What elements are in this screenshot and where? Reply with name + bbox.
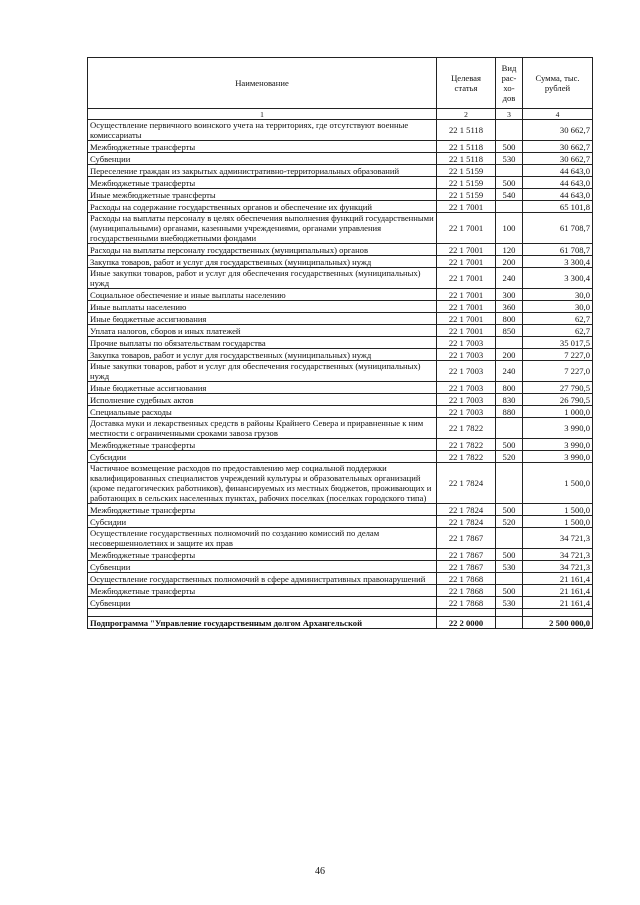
cell-sum: 3 300,4 [523,268,593,289]
cell-vid: 240 [496,361,523,382]
cell-vid: 500 [496,504,523,516]
table-row [88,549,593,561]
cell-sum: 1 500,0 [523,516,593,528]
cell-name: Закупка товаров, работ и услуг для государственных (муниципальных) нужд [88,256,437,268]
header-name: Наименование [88,58,437,109]
cell-name: Субвенции [88,561,437,573]
cell-name: Субвенции [88,153,437,165]
table-row [88,313,593,325]
cell-name: Межбюджетные трансферты [88,439,437,451]
cell-vid [496,573,523,585]
cell-vid: 520 [496,516,523,528]
cell-sum: 2 500 000,0 [523,617,593,629]
cell-sum: 30,0 [523,301,593,313]
cell-vid: 850 [496,325,523,337]
table-row [88,337,593,349]
column-number-row [88,109,593,120]
cell-vid: 520 [496,451,523,463]
cell-name: Осуществление государственных полномочий в сфере административных правонарушений [88,573,437,585]
table-row [88,141,593,153]
cell-code: 22 1 7822 [437,451,496,463]
cell-sum: 61 708,7 [523,213,593,244]
cell-code: 22 1 7824 [437,516,496,528]
column-number: 3 [496,109,523,120]
table-row [88,349,593,361]
cell-vid: 830 [496,394,523,406]
cell-code: 22 1 7867 [437,561,496,573]
cell-sum: 30 662,7 [523,120,593,141]
cell-name: Уплата налогов, сборов и иных платежей [88,325,437,337]
table-row [88,268,593,289]
table-row [88,120,593,141]
cell-vid: 540 [496,189,523,201]
cell-code: 22 1 7867 [437,528,496,549]
cell-code: 22 1 7867 [437,549,496,561]
header-vid: Вид рас- хо- дов [496,58,523,109]
table-row [88,361,593,382]
cell-vid: 200 [496,349,523,361]
cell-name: Доставка муки и лекарственных средств в районы Крайнего Севера и приравненные к ним местности с ограниченными сроками завоза грузов [88,418,437,439]
cell-sum: 62,7 [523,313,593,325]
cell-name: Закупка товаров, работ и услуг для государственных (муниципальных) нужд [88,349,437,361]
cell-code: 22 1 7003 [437,382,496,394]
cell-vid [496,463,523,504]
table-row [88,325,593,337]
cell-code: 22 1 7003 [437,361,496,382]
cell-code: 22 1 7003 [437,349,496,361]
table-row [88,573,593,585]
cell-name: Осуществление первичного воинского учета на территориях, где отсутствуют военные комиссариаты [88,120,437,141]
table-row [88,597,593,609]
cell-sum: 44 643,0 [523,165,593,177]
cell-sum: 34 721,3 [523,528,593,549]
cell-vid [496,528,523,549]
cell-vid: 240 [496,268,523,289]
spacer-cell [496,609,523,617]
cell-sum: 1 500,0 [523,504,593,516]
table-row [88,153,593,165]
table-row [88,561,593,573]
cell-vid: 800 [496,382,523,394]
table-row [88,177,593,189]
cell-name: Иные межбюджетные трансферты [88,189,437,201]
cell-sum: 26 790,5 [523,394,593,406]
table-row [88,463,593,504]
cell-vid: 500 [496,439,523,451]
table-row [88,394,593,406]
cell-code: 22 1 7868 [437,573,496,585]
cell-code: 22 1 7001 [437,268,496,289]
cell-name: Иные закупки товаров, работ и услуг для обеспечения государственных (муниципальных) нужд [88,268,437,289]
table-row [88,382,593,394]
cell-sum: 7 227,0 [523,361,593,382]
cell-name: Переселение граждан из закрытых административно-территориальных образований [88,165,437,177]
cell-name: Межбюджетные трансферты [88,141,437,153]
table-row [88,201,593,213]
cell-code: 22 1 7824 [437,463,496,504]
cell-sum: 30,0 [523,289,593,301]
cell-code: 22 1 7001 [437,313,496,325]
cell-sum: 34 721,3 [523,549,593,561]
cell-code: 22 1 7822 [437,418,496,439]
cell-name: Исполнение судебных актов [88,394,437,406]
cell-sum: 21 161,4 [523,597,593,609]
cell-name: Расходы на содержание государственных органов и обеспечение их функций [88,201,437,213]
cell-code: 22 1 7003 [437,337,496,349]
cell-code: 22 1 7003 [437,394,496,406]
cell-code: 22 1 7001 [437,256,496,268]
subprogram-row [88,617,593,629]
cell-code: 22 1 7001 [437,244,496,256]
cell-sum: 30 662,7 [523,153,593,165]
cell-sum: 21 161,4 [523,585,593,597]
table-row [88,289,593,301]
spacer-cell [523,609,593,617]
page-number: 46 [315,866,325,877]
cell-name: Иные выплаты населению [88,301,437,313]
cell-vid: 500 [496,585,523,597]
cell-name: Межбюджетные трансферты [88,549,437,561]
table-row [88,189,593,201]
cell-sum: 35 017,5 [523,337,593,349]
cell-sum: 30 662,7 [523,141,593,153]
header-sum: Сумма, тыс. рублей [523,58,593,109]
cell-vid: 300 [496,289,523,301]
cell-name: Иные бюджетные ассигнования [88,382,437,394]
table-row [88,406,593,418]
cell-sum: 7 227,0 [523,349,593,361]
cell-vid: 530 [496,561,523,573]
cell-vid [496,201,523,213]
spacer-cell [437,609,496,617]
cell-vid: 530 [496,153,523,165]
table-row [88,516,593,528]
cell-name: Частичное возмещение расходов по предоставлению мер социальной поддержки квалифицированных специалистов учреждений культуры и образовательных организаций (кроме педагогических работников), финансируемых из местных бюджетов, проживающих и работающих в сельских населенных пунктах, рабочих поселках (поселках городского типа) [88,463,437,504]
cell-code: 22 1 7001 [437,289,496,301]
cell-code: 22 1 5118 [437,153,496,165]
cell-sum: 44 643,0 [523,189,593,201]
cell-sum: 1 500,0 [523,463,593,504]
column-number: 1 [88,109,437,120]
cell-code: 22 1 7824 [437,504,496,516]
table-row [88,504,593,516]
cell-code: 22 1 7001 [437,213,496,244]
cell-sum: 34 721,3 [523,561,593,573]
table-row [88,213,593,244]
cell-name: Осуществление государственных полномочий по созданию комиссий по делам несовершеннолетних и защите их прав [88,528,437,549]
cell-vid [496,337,523,349]
cell-vid: 500 [496,141,523,153]
cell-name: Иные закупки товаров, работ и услуг для обеспечения государственных (муниципальных) нужд [88,361,437,382]
cell-name: Субвенции [88,597,437,609]
cell-vid [496,617,523,629]
cell-vid: 500 [496,177,523,189]
budget-table [87,57,593,629]
table-row [88,165,593,177]
table-row [88,451,593,463]
cell-name: Межбюджетные трансферты [88,504,437,516]
cell-vid: 100 [496,213,523,244]
column-number: 2 [437,109,496,120]
cell-name: Межбюджетные трансферты [88,177,437,189]
cell-sum: 61 708,7 [523,244,593,256]
cell-name: Субсидии [88,516,437,528]
cell-name: Расходы на выплаты персоналу в целях обеспечения выполнения функций государственными (муниципальными) органами, казенными учреждениями, органами управления государственными внебюджетными фондами [88,213,437,244]
cell-vid: 120 [496,244,523,256]
table-row [88,585,593,597]
cell-sum: 1 000,0 [523,406,593,418]
cell-vid: 360 [496,301,523,313]
cell-code: 22 1 7001 [437,325,496,337]
cell-sum: 44 643,0 [523,177,593,189]
cell-sum: 3 300,4 [523,256,593,268]
cell-vid: 800 [496,313,523,325]
table-row [88,244,593,256]
cell-name: Расходы на выплаты персоналу государственных (муниципальных) органов [88,244,437,256]
spacer-cell [88,609,437,617]
cell-name: Прочие выплаты по обязательствам государства [88,337,437,349]
header-row [88,58,593,109]
cell-sum: 65 101,8 [523,201,593,213]
cell-code: 22 1 5159 [437,189,496,201]
table-row [88,301,593,313]
cell-sum: 27 790,5 [523,382,593,394]
cell-code: 22 1 5118 [437,120,496,141]
cell-code: 22 1 7822 [437,439,496,451]
budget-table-body [88,58,593,629]
spacer-row [88,609,593,617]
table-row [88,256,593,268]
cell-code: 22 1 5159 [437,177,496,189]
cell-sum: 62,7 [523,325,593,337]
table-row [88,439,593,451]
column-number: 4 [523,109,593,120]
cell-name: Подпрограмма "Управление государственным долгом Архангельской [88,617,437,629]
cell-vid: 530 [496,597,523,609]
cell-name: Специальные расходы [88,406,437,418]
cell-code: 22 1 7001 [437,301,496,313]
cell-vid [496,418,523,439]
cell-vid: 200 [496,256,523,268]
cell-vid: 500 [496,549,523,561]
cell-code: 22 2 0000 [437,617,496,629]
header-code: Целевая статья [437,58,496,109]
cell-code: 22 1 7868 [437,597,496,609]
cell-vid [496,120,523,141]
cell-vid [496,165,523,177]
cell-sum: 21 161,4 [523,573,593,585]
table-row [88,528,593,549]
cell-vid: 880 [496,406,523,418]
cell-name: Иные бюджетные ассигнования [88,313,437,325]
cell-code: 22 1 7868 [437,585,496,597]
cell-code: 22 1 7001 [437,201,496,213]
cell-code: 22 1 5159 [437,165,496,177]
cell-sum: 3 990,0 [523,439,593,451]
cell-code: 22 1 7003 [437,406,496,418]
cell-sum: 3 990,0 [523,418,593,439]
cell-code: 22 1 5118 [437,141,496,153]
cell-name: Социальное обеспечение и иные выплаты населению [88,289,437,301]
cell-sum: 3 990,0 [523,451,593,463]
cell-name: Субсидии [88,451,437,463]
document-page [87,57,592,629]
table-row [88,418,593,439]
cell-name: Межбюджетные трансферты [88,585,437,597]
